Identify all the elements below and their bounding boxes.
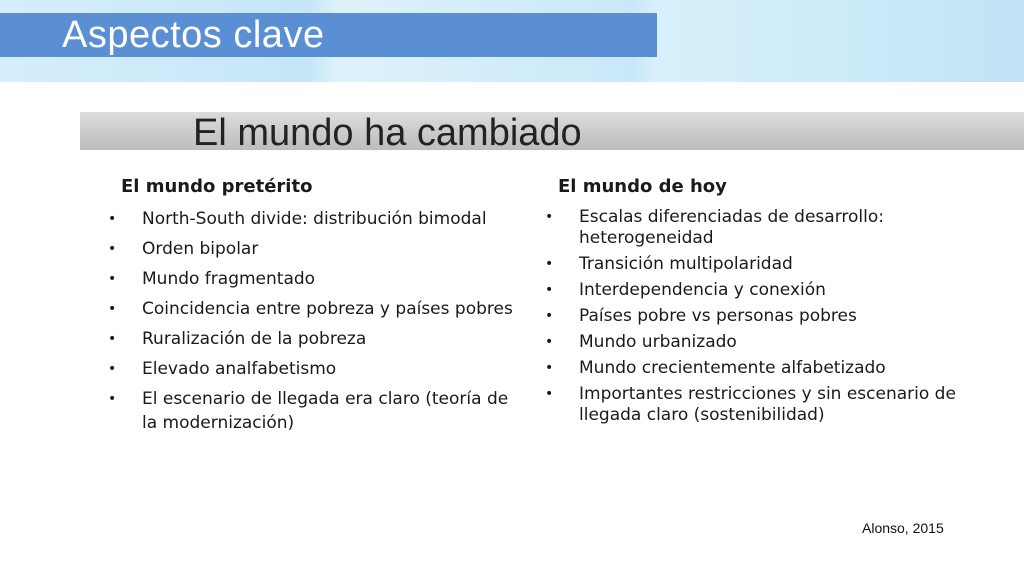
bullet-icon: • (108, 301, 117, 317)
bullet-icon: • (545, 308, 554, 324)
bullet-icon: • (108, 331, 117, 347)
bullet-list (108, 207, 528, 435)
list-item: • Países pobre vs personas pobres (545, 306, 857, 326)
bullet-icon: • (108, 271, 117, 287)
list-item: • Interdependencia y conexión (545, 280, 826, 300)
bullet-icon: • (545, 209, 554, 225)
bullet-icon: • (545, 256, 554, 272)
column-today-world (545, 176, 965, 431)
list-item: • Importantes restricciones y sin escenario de llegada claro (sostenibilidad) (545, 384, 956, 425)
column-heading: El mundo pretérito (121, 176, 313, 197)
bullet-icon: • (545, 282, 554, 298)
bullet-icon: • (545, 334, 554, 350)
bullet-list (545, 207, 965, 426)
list-item: • Ruralización de la pobreza (108, 329, 367, 349)
list-item: • Mundo urbanizado (545, 332, 737, 352)
list-item: • El escenario de llegada era claro (teoría de la modernización) (108, 389, 509, 433)
list-item: • Mundo crecientemente alfabetizado (545, 358, 886, 378)
list-item: • Elevado analfabetismo (108, 359, 337, 379)
bullet-icon: • (108, 211, 117, 227)
list-item: • Escalas diferenciadas de desarrollo: heterogeneidad (545, 207, 884, 248)
bullet-icon: • (545, 386, 554, 402)
list-item: • North-South divide: distribución bimodal (108, 209, 487, 229)
list-item: • Orden bipolar (108, 239, 259, 259)
bullet-icon: • (108, 361, 117, 377)
bullet-icon: • (545, 360, 554, 376)
slide-title: Aspectos clave (62, 14, 325, 56)
slide-subtitle: El mundo ha cambiado (193, 112, 582, 154)
bullet-icon: • (108, 391, 117, 407)
list-item: • Mundo fragmentado (108, 269, 316, 289)
citation: Alonso, 2015 (862, 520, 944, 536)
list-item: • Coincidencia entre pobreza y países pobres (108, 299, 513, 319)
column-heading: El mundo de hoy (558, 176, 727, 197)
bullet-icon: • (108, 241, 117, 257)
list-item: • Transición multipolaridad (545, 254, 793, 274)
column-past-world (108, 176, 528, 441)
